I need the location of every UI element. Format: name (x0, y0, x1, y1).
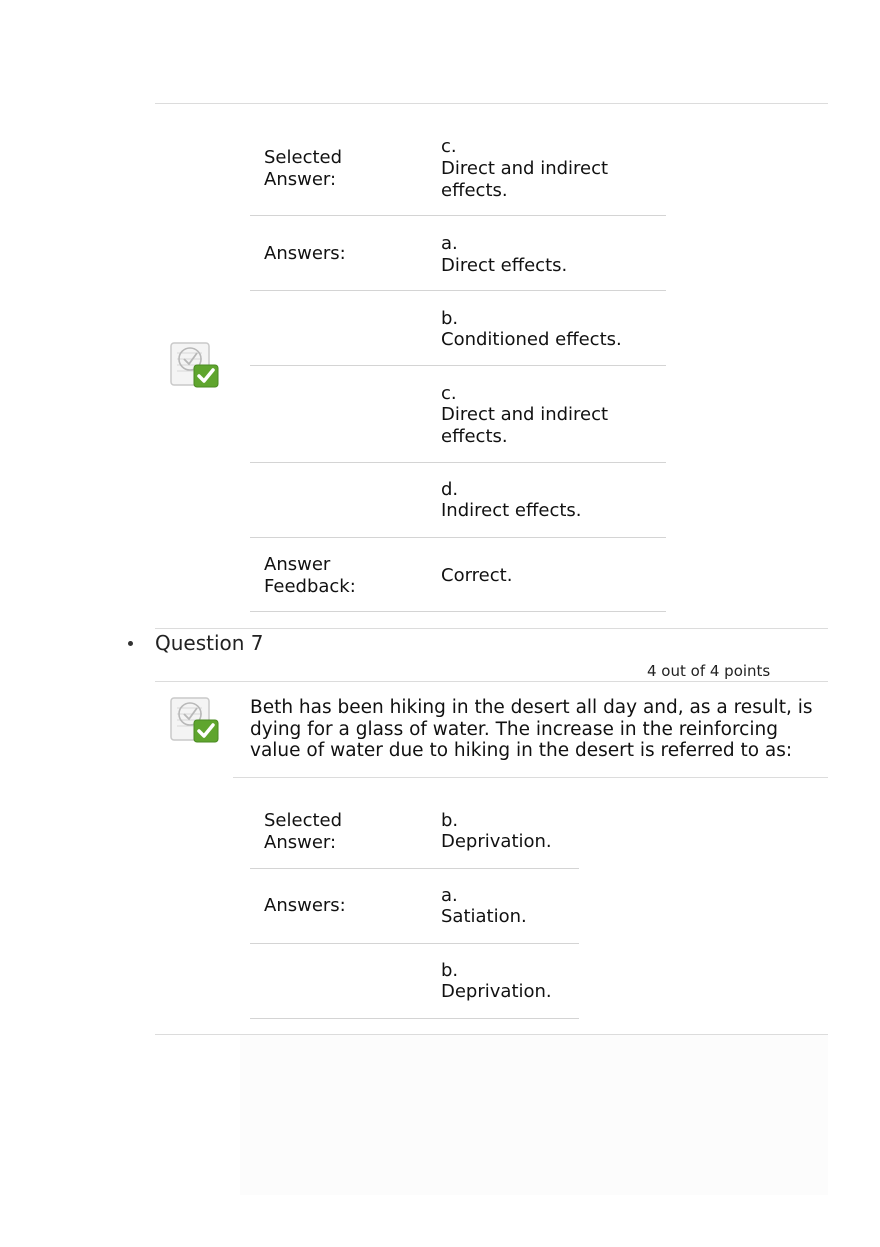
selected-answer-label: Selected Answer: (264, 810, 343, 853)
selected-answer-letter: b. (441, 810, 459, 831)
row-divider (250, 290, 666, 291)
row-divider (250, 365, 666, 366)
row-divider (250, 537, 666, 538)
answer-letter: b. (441, 308, 459, 329)
question-text: Beth has been hiking in the desert all day and, as a result, is dying for a glass of water. The increase in the reinforcing value of water due to hiking in the desert is referred to as: (250, 697, 813, 761)
row-divider (250, 611, 666, 612)
answer-text: Satiation. (441, 906, 527, 927)
selected-answer-text: Direct and indirect effects. (441, 158, 609, 201)
answer-letter: d. (441, 479, 459, 500)
answer-panel-background (240, 1035, 828, 1195)
question-title: Question 7 (155, 631, 264, 655)
selected-answer-letter: c. (441, 136, 457, 157)
question-points: 4 out of 4 points (647, 662, 771, 680)
top-divider (155, 103, 828, 104)
answer-letter: a. (441, 233, 458, 254)
correct-check-icon (170, 696, 220, 744)
row-divider (250, 215, 666, 216)
answer-letter: c. (441, 383, 457, 404)
answer-text: Indirect effects. (441, 500, 582, 521)
correct-check-icon (170, 341, 220, 389)
answer-text: Deprivation. (441, 981, 552, 1002)
row-divider (250, 462, 666, 463)
answer-letter: b. (441, 960, 459, 981)
row-divider (250, 1018, 579, 1019)
answer-text: Direct effects. (441, 255, 568, 276)
answer-text: Direct and indirect effects. (441, 404, 609, 447)
answers-label: Answers: (264, 243, 346, 264)
answer-feedback-label: Answer Feedback: (264, 554, 356, 597)
question-divider (155, 628, 828, 629)
answer-feedback-text: Correct. (441, 565, 513, 586)
answer-letter: a. (441, 885, 458, 906)
question-header-divider (155, 681, 828, 682)
row-divider (250, 943, 579, 944)
list-bullet (128, 641, 133, 646)
question-bottom-divider (155, 1034, 828, 1035)
selected-answer-label: Selected Answer: (264, 147, 343, 190)
answers-label: Answers: (264, 895, 346, 916)
question-text-divider (233, 777, 828, 778)
selected-answer-text: Deprivation. (441, 831, 552, 852)
answer-text: Conditioned effects. (441, 329, 622, 350)
row-divider (250, 868, 579, 869)
